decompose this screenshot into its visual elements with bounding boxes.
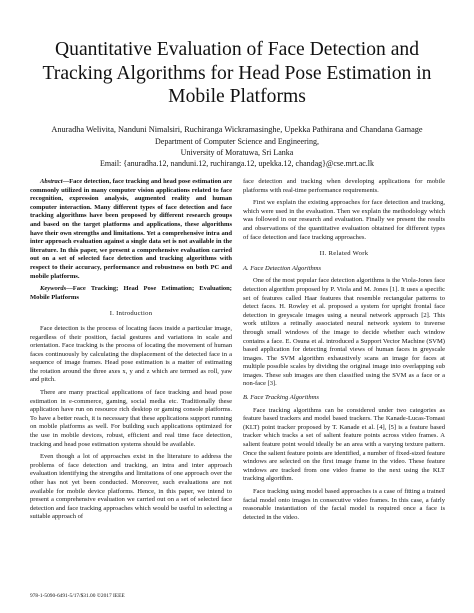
paragraph: Face detection is the process of locating faces inside a particular image, regardless of their position, facial gestures and variations in scale and orientation. Face tracking is the process of locating the movement of human faces continuously by calculating the displacement of the detected face in a sequence of image frames. Head pose estimation is a matter of estimating the rotation around the three axes x, y and z which are termed as roll, yaw and pitch. — [30, 324, 232, 384]
right-column — [243, 178, 445, 526]
keywords — [30, 285, 232, 302]
subsection-heading-face-detection: A. Face Detection Algorithms — [243, 264, 322, 272]
keywords-text: —Face Tracking; Head Pose Estimation; Evaluation; Mobile Platforms — [30, 285, 232, 301]
paper-title — [24, 38, 450, 109]
title-line: Quantitative Evaluation of Face Detection and — [55, 39, 419, 60]
section-heading-introduction: I. Introduction — [109, 310, 153, 318]
affiliation-block — [10, 136, 464, 169]
abstract — [30, 178, 232, 281]
title-line: Tracking Algorithms for Head Pose Estimation in — [42, 62, 432, 84]
paragraph: Face tracking using model based approaches is a case of fitting a trained facial model onto images in consecutive video frames. In this case, a fairly reasonable instantiation of the facial model is required once a face is detected in the video. — [243, 488, 445, 521]
paragraph: There are many practical applications of face tracking and head pose estimation in e-commerce, gaming, social media etc. Traditionally these application have run on resource rich desktop or gaming console platforms. To have a better reach, it is necessary that these applications support running on mobile platforms as well. For building such applications optimized for the use in mobile devices, robust, efficient and real time face detection, tracking and head pose estimation systems should be available. — [30, 389, 232, 448]
affiliation-email: Email: {anuradha.12, nanduni.12, ruchiranga.12, upekka.12, chandag}@cse.mrt.ac.lk — [99, 159, 375, 168]
paragraph: Even though a lot of approaches exist in the literature to address the problems of face detection and tracking, an intra and inter approach evaluation identifying the strengths and limitations of one approach over the other has not yet been conducted. Moreover, such evaluations are not available for mobile device platforms. Hence, in this paper, we intend to present a comprehensive evaluation we carried out on a set of selected face detection and face tracking approaches which would be useful in selecting a suitable approach of — [30, 453, 232, 521]
paragraph: face detection and tracking when developing applications for mobile platforms with real-time performance requirements. — [243, 178, 445, 194]
affiliation-department: Department of Computer Science and Engineering, — [155, 137, 319, 146]
paragraph: Face tracking algorithms can be considered under two categories as feature based trackers and model based trackers. The Kanade-Lucas-Tomasi (KLT) point tracker proposed by T. Kanade et al. [4], [5] is a feature based tracker which tracks a set of salient feature points across video frames. A salient feature point would ideally be an area with a varying texture pattern. Once the salient feature points are identified, a number of fixed-sized feature windows are selected on the first image frame in the video. These feature windows are tracked from one video frame to the next using the KLT tracking algorithm. — [243, 406, 445, 483]
affiliation-university: University of Moratuwa, Sri Lanka — [180, 148, 294, 157]
left-column — [30, 178, 232, 526]
author-list: Anuradha Welivita, Nanduni Nimalsiri, Ruchiranga Wickramasinghe, Upekka Pathirana and Chandana Gamage — [51, 125, 423, 134]
paragraph: One of the most popular face detection algorithms is the Viola-Jones face detection algorithm proposed by P. Viola and M. Jones [1]. It uses a specific set of features called Haar features that resemble rectangular patterns to detect faces. H. Rowley et al. proposed a system for upright frontal face detection in greyscale images using a neural network approach [2]. This work utilizes a retinally associated neural network system to traverse through small windows of the image to decide whether each window contains a face. E. Osuna et al. introduced a Support Vector Machine (SVM) based application for detecting frontal views of human faces in greyscale images. The SVM algorithm exhaustively scans an image for faces at multiple possible scales by dividing the original image into overlapping sub images. These sub images are then classified using the SVM as a face or a non-face [3]. — [243, 277, 446, 388]
section-heading-related-work: II. Related Work — [319, 250, 369, 258]
title-line: Mobile Platforms — [168, 86, 306, 107]
paragraph: First we explain the existing approaches for face detection and tracking, which were used in the evaluation. Then we explain the methodology which was followed in our research and evaluation. Finally we present the results and observations of the quantitative evaluation obtained for different types of face detection and face tracking approaches. — [243, 199, 445, 241]
subsection-heading-face-tracking: B. Face Tracking Algorithms — [243, 394, 319, 402]
abstract-text: —Face detection, face tracking and head pose estimation are commonly utilized in many computer vision applications related to face recognition, expression analysis, augmented reality and human computer interaction. Many different types of face detection and face tracking algorithms have been proposed by different research groups and based on the target platforms and applications, these algorithms have their own strengths and limitations. Yet a comprehensive intra and inter approach evaluation against a single data set is not available in the literature. In this paper, we present a comprehensive evaluation carried out on a set of selected face detection and tracking algorithms with respect to their accuracy, performance and robustness on both PC and mobile platforms. — [30, 178, 232, 280]
keywords-lead: Keywords — [40, 285, 67, 293]
copyright-footer: 978-1-5090-6491-5/17/$31.00 ©2017 IEEE — [30, 593, 125, 599]
abstract-lead: Abstract — [40, 178, 63, 185]
